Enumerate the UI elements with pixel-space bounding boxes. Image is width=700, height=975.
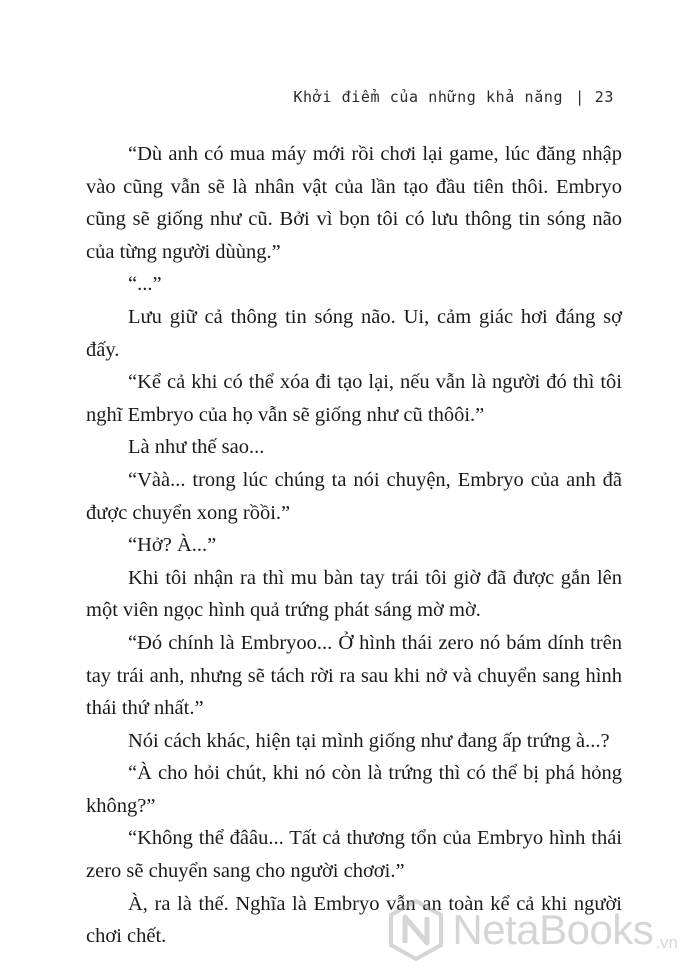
netabooks-watermark xyxy=(388,899,678,961)
watermark-brand: NetaBooks xyxy=(452,906,654,953)
netabooks-logo-icon xyxy=(388,899,444,961)
paragraph: À, ra là thế. Nghĩa là Embryo vẫn an toàn kể cả khi người chơi chết. xyxy=(86,892,622,948)
watermark-suffix: .vn xyxy=(655,933,678,952)
paragraph: “Hở? À...” xyxy=(128,534,217,557)
paragraph: Lưu giữ cả thông tin sóng não. Ui, cảm giác hơi đáng sợ đấy. xyxy=(86,305,622,361)
paragraph: “À cho hỏi chút, khi nó còn là trứng thì có thể bị phá hỏng không?” xyxy=(86,762,622,817)
running-header xyxy=(293,88,614,106)
paragraph: “Vàà... trong lúc chúng ta nói chuyện, Embryo của anh đã được chuyển xong rồồi.” xyxy=(86,468,622,524)
paragraph: “Dù anh có mua máy mới rồi chơi lại game, lúc đăng nhập vào cũng vẫn sẽ là nhân vật của lần tạo đầu tiên thôi. Embryo cũng sẽ giống như cũ. Bởi vì bọn tôi có lưu thông tin sóng não của từng người dùùng.” xyxy=(86,143,622,263)
paragraph: “Đó chính là Embryoo... Ở hình thái zero nó bám dính trên tay trái anh, nhưng sẽ tách rời ra sau khi nở và chuyển sang hình thái thứ nhất.” xyxy=(86,631,622,720)
chapter-title: Khởi điểm của những khả năng xyxy=(293,88,564,106)
paragraph: Khi tôi nhận ra thì mu bàn tay trái tôi giờ đã được gắn lên một viên ngọc hình quả trứng phát sáng mờ mờ. xyxy=(86,566,622,622)
paragraph: “...” xyxy=(128,273,162,296)
paragraph: “Không thể đââu... Tất cả thương tổn của Embryo hình thái zero sẽ chuyển sang cho người chơơi.” xyxy=(86,827,622,883)
page-number: 23 xyxy=(594,88,614,106)
body-text xyxy=(86,138,622,953)
paragraph: “Kể cả khi có thể xóa đi tạo lại, nếu vẫn là người đó thì tôi nghĩ Embryo của họ vẫn sẽ giống như cũ thôôi.” xyxy=(86,371,622,426)
paragraph: Là như thế sao... xyxy=(128,436,265,459)
paragraph: Nói cách khác, hiện tại mình giống như đang ấp trứng à...? xyxy=(128,729,610,752)
header-separator: | xyxy=(575,88,585,106)
